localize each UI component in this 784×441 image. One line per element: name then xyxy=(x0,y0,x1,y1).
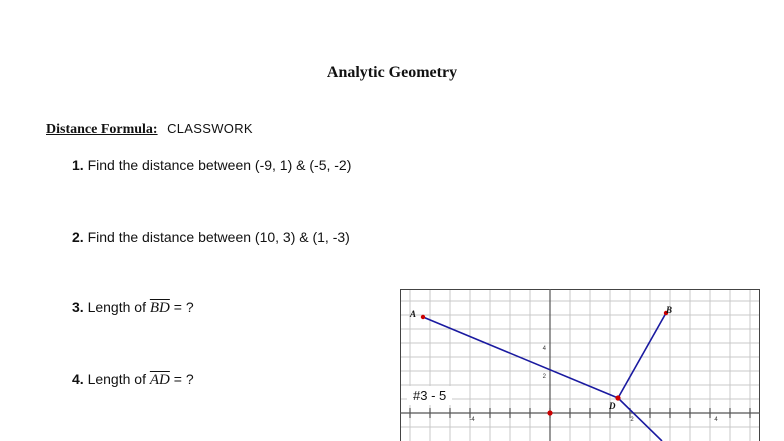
question-number: 2. xyxy=(72,229,84,245)
origin-point xyxy=(547,410,552,415)
tick-label: 4 xyxy=(542,346,546,352)
section-heading xyxy=(46,121,253,138)
question-number: 4. xyxy=(72,371,84,387)
tick-label: -4 xyxy=(469,417,475,423)
point-b-label: B xyxy=(666,305,673,315)
graph-label: #3 - 5 xyxy=(407,386,452,405)
question-3 xyxy=(72,299,194,317)
question-suffix: = ? xyxy=(173,371,194,387)
question-number: 1. xyxy=(72,157,84,173)
point-a xyxy=(421,315,425,319)
question-prefix: Length of xyxy=(87,299,146,315)
question-text: Find the distance between (10, 3) & (1, -3) xyxy=(87,229,350,245)
section-label: Distance Formula: xyxy=(46,122,158,137)
question-4 xyxy=(72,371,194,389)
section-tag: CLASSWORK xyxy=(167,121,253,136)
question-1 xyxy=(72,157,351,173)
tick-label: 4 xyxy=(714,417,718,423)
segment-d-c xyxy=(618,398,662,441)
question-suffix: = ? xyxy=(173,299,194,315)
graph-border xyxy=(401,290,760,441)
question-text: Find the distance between (-9, 1) & (-5, -2) xyxy=(87,157,352,173)
question-2 xyxy=(72,229,350,245)
point-d-label: D xyxy=(609,401,616,411)
point-d xyxy=(615,395,620,400)
tick-label: 2 xyxy=(542,374,546,380)
question-number: 3. xyxy=(72,299,84,315)
point-a-label: A xyxy=(410,309,417,319)
grid-lines xyxy=(400,289,760,441)
question-prefix: Length of xyxy=(87,371,146,387)
coordinate-graph xyxy=(400,289,760,441)
page-title: Analytic Geometry xyxy=(326,64,458,81)
segment-ad: $\overline{AD}$ xyxy=(149,372,170,388)
tick-label: 2 xyxy=(630,417,634,423)
segment-bd: $\overline{BD}$ xyxy=(149,300,170,316)
